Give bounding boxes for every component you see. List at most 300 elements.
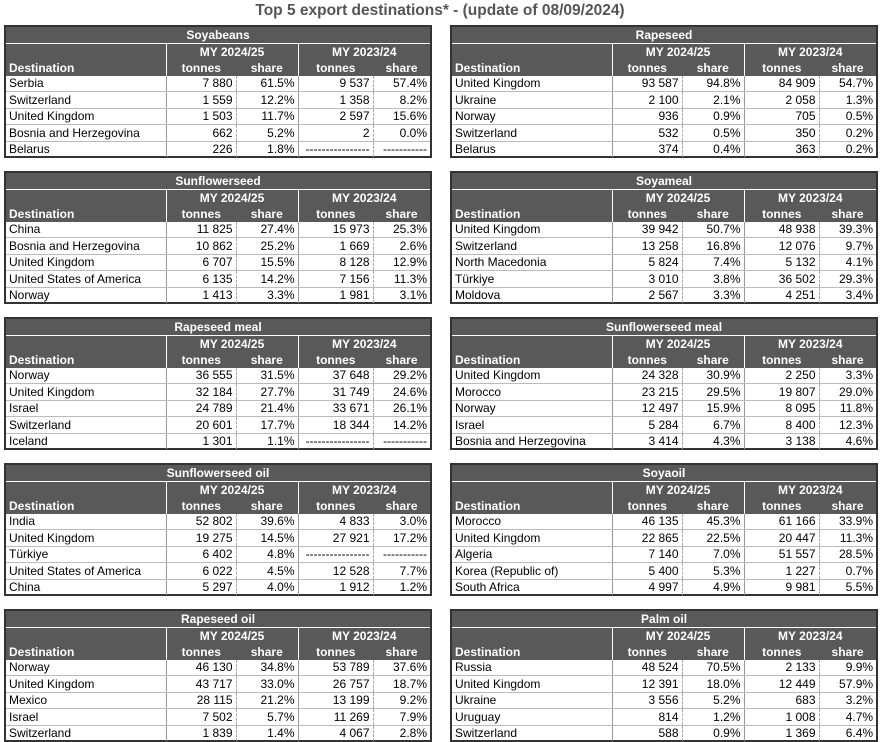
share-current-cell: 0.5%	[682, 125, 744, 141]
table-row	[452, 287, 876, 303]
share-current-cell: 11.7%	[236, 108, 298, 124]
tonnes-current-cell: 1 559	[166, 92, 236, 108]
share-current-cell: 0.9%	[682, 725, 744, 741]
header-my-current: MY 2024/25	[166, 482, 298, 499]
table-row	[452, 563, 876, 579]
share-current-cell: 6.7%	[682, 417, 744, 433]
tonnes-previous-cell: 5 132	[744, 254, 819, 270]
tonnes-previous-cell: 2 058	[744, 92, 819, 108]
header-tonnes-current: tonnes	[612, 60, 682, 76]
share-current-cell: 39.6%	[236, 514, 298, 530]
tonnes-previous-cell: 33 671	[298, 400, 373, 416]
table-row	[452, 709, 876, 725]
tonnes-current-cell: 7 140	[612, 546, 682, 562]
header-tonnes-previous: tonnes	[744, 352, 819, 368]
share-current-cell: 4.8%	[236, 546, 298, 562]
header-my-previous: MY 2023/24	[744, 44, 876, 61]
tonnes-current-cell: 28 115	[166, 692, 236, 708]
tonnes-current-cell: 3 556	[612, 692, 682, 708]
share-current-cell: 1.8%	[236, 141, 298, 157]
tonnes-previous-cell: 1 669	[298, 238, 373, 254]
tonnes-current-cell: 11 825	[166, 222, 236, 238]
header-share-previous: share	[373, 352, 430, 368]
header-tonnes-current: tonnes	[166, 644, 236, 660]
tonnes-previous-cell: ----------------	[298, 433, 373, 449]
header-my-current: MY 2024/25	[166, 190, 298, 207]
tonnes-current-cell: 3 414	[612, 433, 682, 449]
header-destination: Destination	[6, 644, 166, 660]
share-current-cell: 33.0%	[236, 676, 298, 692]
destination-cell: Bosnia and Herzegovina	[6, 125, 166, 141]
table-row	[6, 125, 430, 141]
share-current-cell: 2.1%	[682, 92, 744, 108]
destination-cell: Switzerland	[9, 726, 72, 740]
share-current-cell: 17.7%	[236, 417, 298, 433]
destination-cell: China	[9, 580, 41, 594]
tonnes-previous-cell: 363	[744, 141, 819, 157]
header-my-current: MY 2024/25	[166, 44, 298, 61]
header-share-previous: share	[373, 498, 430, 514]
table-title: Sunflowerseed oil	[6, 465, 430, 482]
header-destination: Destination	[452, 644, 612, 660]
header-tonnes-current: tonnes	[166, 352, 236, 368]
share-previous-cell: -----------	[373, 546, 430, 562]
table-title: Soyaoil	[452, 465, 876, 482]
destination-cell: United Kingdom	[6, 530, 166, 546]
share-current-cell: 5.2%	[236, 125, 298, 141]
table-row	[6, 287, 430, 303]
share-current-cell: 18.0%	[682, 676, 744, 692]
share-previous-cell: 3.1%	[373, 287, 430, 303]
tonnes-previous-cell: 37 648	[298, 368, 373, 384]
header-share-previous: share	[819, 60, 876, 76]
header-my-previous: MY 2023/24	[298, 628, 430, 645]
share-current-cell: 1.1%	[236, 433, 298, 449]
header-tonnes-previous: tonnes	[298, 352, 373, 368]
table-row	[452, 125, 876, 141]
share-previous-cell: 11.8%	[819, 400, 876, 416]
header-my-previous: MY 2023/24	[298, 44, 430, 61]
table-row	[452, 108, 876, 124]
tonnes-current-cell: 588	[612, 725, 682, 741]
header-my-previous: MY 2023/24	[744, 336, 876, 353]
tonnes-current-cell: 12 497	[612, 400, 682, 416]
tonnes-previous-cell: 1 358	[298, 92, 373, 108]
destination-cell: Bosnia and Herzegovina	[455, 434, 586, 448]
tonnes-current-cell: 6 135	[166, 271, 236, 287]
share-current-cell: 7.4%	[682, 254, 744, 270]
share-previous-cell: 11.3%	[373, 271, 430, 287]
destination-cell: South Africa	[455, 580, 520, 594]
tonnes-previous-cell: 12 076	[744, 238, 819, 254]
share-current-cell: 31.5%	[236, 368, 298, 384]
tonnes-current-cell: 24 789	[166, 400, 236, 416]
tonnes-current-cell: 24 328	[612, 368, 682, 384]
destination-cell: Norway	[452, 400, 612, 416]
tonnes-previous-cell: 8 095	[744, 400, 819, 416]
header-share-current: share	[236, 206, 298, 222]
export-table-soyabeans	[4, 25, 432, 158]
share-previous-cell: 11.3%	[819, 530, 876, 546]
tonnes-previous-cell: 4 067	[298, 725, 373, 741]
export-table-sunflowerseed-meal	[450, 317, 878, 450]
destination-cell: Korea (Republic of)	[452, 563, 612, 579]
table-row	[6, 514, 430, 530]
tonnes-previous-cell: 9 981	[744, 579, 819, 595]
table-title: Sunflowerseed meal	[452, 319, 876, 336]
header-my-current: MY 2024/25	[612, 336, 744, 353]
tonnes-current-cell: 5 284	[612, 417, 682, 433]
tonnes-current-cell: 6 402	[166, 546, 236, 562]
header-share-current: share	[682, 498, 744, 514]
tonnes-previous-cell: 2 133	[744, 660, 819, 676]
header-my-previous: MY 2023/24	[744, 628, 876, 645]
header-my-current: MY 2024/25	[612, 44, 744, 61]
table-row	[452, 92, 876, 108]
share-previous-cell: 2.6%	[373, 238, 430, 254]
tonnes-current-cell: 6 707	[166, 254, 236, 270]
table-row	[452, 400, 876, 416]
tonnes-previous-cell: 683	[744, 692, 819, 708]
tonnes-current-cell: 1 503	[166, 108, 236, 124]
header-blank	[6, 336, 166, 353]
share-current-cell: 15.5%	[236, 254, 298, 270]
share-current-cell: 5.7%	[236, 709, 298, 725]
destination-cell: Türkiye	[452, 271, 612, 287]
export-table-rapeseed	[450, 25, 878, 158]
table-row	[6, 271, 430, 287]
table-title: Palm oil	[452, 611, 876, 628]
destination-cell: Moldova	[455, 288, 501, 302]
export-table-rapeseed-oil	[4, 609, 432, 742]
destination-cell: United Kingdom	[452, 676, 612, 692]
header-share-previous: share	[819, 644, 876, 660]
share-current-cell: 70.5%	[682, 660, 744, 676]
share-previous-cell: 17.2%	[373, 530, 430, 546]
tonnes-current-cell: 10 862	[166, 238, 236, 254]
tonnes-current-cell: 6 022	[166, 563, 236, 579]
tonnes-current-cell: 93 587	[612, 76, 682, 92]
destination-cell: Türkiye	[6, 546, 166, 562]
export-table-sunflowerseed-oil	[4, 463, 432, 596]
share-previous-cell: 6.4%	[819, 725, 876, 741]
tonnes-previous-cell: 8 128	[298, 254, 373, 270]
table-row	[6, 254, 430, 270]
header-share-previous: share	[819, 206, 876, 222]
share-current-cell: 4.5%	[236, 563, 298, 579]
header-tonnes-current: tonnes	[612, 352, 682, 368]
header-destination: Destination	[452, 60, 612, 76]
destination-cell: United States of America	[6, 563, 166, 579]
tonnes-previous-cell: 2 597	[298, 108, 373, 124]
header-blank	[452, 628, 612, 645]
table-row	[452, 725, 876, 741]
header-my-current: MY 2024/25	[612, 190, 744, 207]
tonnes-previous-cell: 26 757	[298, 676, 373, 692]
share-previous-cell: 4.6%	[819, 433, 876, 449]
tonnes-previous-cell: 36 502	[744, 271, 819, 287]
share-previous-cell: 26.1%	[373, 400, 430, 416]
destination-cell: Uruguay	[452, 709, 612, 725]
table-row	[6, 141, 430, 157]
tonnes-previous-cell: 9 537	[298, 76, 373, 92]
share-current-cell: 3.3%	[682, 287, 744, 303]
header-tonnes-current: tonnes	[166, 60, 236, 76]
header-tonnes-current: tonnes	[166, 206, 236, 222]
page-title: Top 5 export destinations* - (update of 08/09/2024)	[255, 2, 625, 19]
share-current-cell: 1.4%	[236, 725, 298, 741]
share-current-cell: 5.3%	[682, 563, 744, 579]
tonnes-previous-cell: 20 447	[744, 530, 819, 546]
destination-cell: Switzerland	[452, 125, 612, 141]
table-title: Sunflowerseed	[6, 173, 430, 190]
destination-cell: Switzerland	[452, 238, 612, 254]
header-destination: Destination	[6, 206, 166, 222]
header-my-previous: MY 2023/24	[298, 482, 430, 499]
table-row	[6, 579, 430, 595]
table-title: Rapeseed meal	[6, 319, 430, 336]
share-previous-cell: -----------	[373, 141, 430, 157]
tonnes-previous-cell: 18 344	[298, 417, 373, 433]
destination-cell: Algeria	[452, 546, 612, 562]
header-share-current: share	[236, 498, 298, 514]
tonnes-previous-cell: 27 921	[298, 530, 373, 546]
destination-cell: Norway	[6, 368, 166, 384]
share-previous-cell: 12.3%	[819, 417, 876, 433]
tonnes-previous-cell: 1 008	[744, 709, 819, 725]
header-share-current: share	[682, 352, 744, 368]
header-share-previous: share	[819, 498, 876, 514]
share-previous-cell: 8.2%	[373, 92, 430, 108]
share-current-cell: 27.7%	[236, 384, 298, 400]
header-blank	[452, 190, 612, 207]
header-blank	[6, 44, 166, 61]
table-row	[6, 692, 430, 708]
header-blank	[452, 336, 612, 353]
table-row	[452, 546, 876, 562]
tonnes-previous-cell: 1 912	[298, 579, 373, 595]
destination-cell: United Kingdom	[452, 76, 612, 92]
table-row	[6, 563, 430, 579]
table-row	[452, 660, 876, 676]
tonnes-current-cell: 7 880	[166, 76, 236, 92]
table-title: Soyabeans	[6, 27, 430, 44]
share-current-cell: 0.4%	[682, 141, 744, 157]
header-destination: Destination	[6, 352, 166, 368]
destination-cell: Switzerland	[6, 92, 166, 108]
table-row	[6, 660, 430, 676]
share-previous-cell: 0.2%	[819, 141, 876, 157]
share-previous-cell: 0.7%	[819, 563, 876, 579]
share-previous-cell: 0.2%	[819, 125, 876, 141]
share-current-cell: 61.5%	[236, 76, 298, 92]
destination-cell: Norway	[9, 288, 50, 302]
header-my-current: MY 2024/25	[166, 336, 298, 353]
tonnes-current-cell: 12 391	[612, 676, 682, 692]
export-table-sunflowerseed	[4, 171, 432, 304]
header-share-current: share	[682, 206, 744, 222]
header-destination: Destination	[452, 498, 612, 514]
table-row	[6, 400, 430, 416]
tonnes-previous-cell: 61 166	[744, 514, 819, 530]
table-row	[6, 417, 430, 433]
destination-cell: Ukraine	[452, 692, 612, 708]
tonnes-current-cell: 936	[612, 108, 682, 124]
header-blank	[6, 190, 166, 207]
tonnes-previous-cell: 8 400	[744, 417, 819, 433]
table-row	[6, 222, 430, 238]
header-share-current: share	[682, 644, 744, 660]
share-current-cell: 7.0%	[682, 546, 744, 562]
header-destination: Destination	[6, 60, 166, 76]
tonnes-current-cell: 52 802	[166, 514, 236, 530]
tonnes-current-cell: 5 824	[612, 254, 682, 270]
destination-cell: Morocco	[452, 514, 612, 530]
destination-cell: United Kingdom	[6, 676, 166, 692]
tonnes-current-cell: 19 275	[166, 530, 236, 546]
header-destination: Destination	[452, 352, 612, 368]
share-current-cell: 5.2%	[682, 692, 744, 708]
table-row	[452, 676, 876, 692]
share-previous-cell: 12.9%	[373, 254, 430, 270]
header-my-current: MY 2024/25	[612, 628, 744, 645]
tonnes-current-cell: 36 555	[166, 368, 236, 384]
destination-cell: Iceland	[9, 434, 48, 448]
share-previous-cell: 7.7%	[373, 563, 430, 579]
tonnes-previous-cell: 11 269	[298, 709, 373, 725]
destination-cell: Switzerland	[455, 726, 518, 740]
header-my-current: MY 2024/25	[166, 628, 298, 645]
tonnes-current-cell: 39 942	[612, 222, 682, 238]
table-row	[452, 238, 876, 254]
share-current-cell: 45.3%	[682, 514, 744, 530]
destination-cell: Israel	[6, 709, 166, 725]
tonnes-current-cell: 20 601	[166, 417, 236, 433]
header-share-previous: share	[373, 60, 430, 76]
share-current-cell: 94.8%	[682, 76, 744, 92]
share-current-cell: 14.5%	[236, 530, 298, 546]
destination-cell: Norway	[452, 108, 612, 124]
share-previous-cell: 3.4%	[819, 287, 876, 303]
share-previous-cell: 5.5%	[819, 579, 876, 595]
tonnes-current-cell: 7 502	[166, 709, 236, 725]
share-previous-cell: 0.0%	[373, 125, 430, 141]
table-row	[452, 384, 876, 400]
share-current-cell: 4.9%	[682, 579, 744, 595]
tonnes-previous-cell: 12 449	[744, 676, 819, 692]
table-row	[452, 368, 876, 384]
tonnes-previous-cell: ----------------	[298, 141, 373, 157]
destination-cell: Israel	[6, 400, 166, 416]
header-blank	[6, 482, 166, 499]
destination-cell: United Kingdom	[452, 222, 612, 238]
share-previous-cell: 1.3%	[819, 92, 876, 108]
export-table-palm-oil	[450, 609, 878, 742]
destination-cell: United Kingdom	[6, 254, 166, 270]
header-share-current: share	[236, 60, 298, 76]
share-previous-cell: 1.2%	[373, 579, 430, 595]
share-previous-cell: 28.5%	[819, 546, 876, 562]
tonnes-previous-cell: 350	[744, 125, 819, 141]
share-current-cell: 50.7%	[682, 222, 744, 238]
share-previous-cell: 15.6%	[373, 108, 430, 124]
tonnes-current-cell: 374	[612, 141, 682, 157]
table-row	[452, 433, 876, 449]
table-row	[6, 92, 430, 108]
header-my-current: MY 2024/25	[612, 482, 744, 499]
destination-cell: Switzerland	[6, 417, 166, 433]
destination-cell: India	[6, 514, 166, 530]
table-row	[452, 222, 876, 238]
share-current-cell: 12.2%	[236, 92, 298, 108]
tonnes-previous-cell: 1 981	[298, 287, 373, 303]
table-title: Soyameal	[452, 173, 876, 190]
tonnes-previous-cell: 15 973	[298, 222, 373, 238]
destination-cell: United Kingdom	[6, 108, 166, 124]
table-row	[452, 76, 876, 92]
header-tonnes-current: tonnes	[612, 644, 682, 660]
tonnes-current-cell: 32 184	[166, 384, 236, 400]
share-current-cell: 14.2%	[236, 271, 298, 287]
header-tonnes-current: tonnes	[612, 498, 682, 514]
tonnes-current-cell: 46 130	[166, 660, 236, 676]
header-destination: Destination	[452, 206, 612, 222]
share-previous-cell: 14.2%	[373, 417, 430, 433]
header-destination: Destination	[6, 498, 166, 514]
tonnes-current-cell: 43 717	[166, 676, 236, 692]
share-current-cell: 22.5%	[682, 530, 744, 546]
destination-cell: Norway	[6, 660, 166, 676]
share-previous-cell: 3.0%	[373, 514, 430, 530]
table-row	[452, 530, 876, 546]
header-tonnes-previous: tonnes	[298, 644, 373, 660]
tonnes-previous-cell: 2	[298, 125, 373, 141]
tonnes-current-cell: 46 135	[612, 514, 682, 530]
header-tonnes-previous: tonnes	[744, 60, 819, 76]
export-table-soyameal	[450, 171, 878, 304]
share-current-cell: 21.4%	[236, 400, 298, 416]
share-current-cell: 34.8%	[236, 660, 298, 676]
table-row	[452, 692, 876, 708]
table-row	[452, 514, 876, 530]
share-previous-cell: 24.6%	[373, 384, 430, 400]
tonnes-current-cell: 662	[166, 125, 236, 141]
header-share-previous: share	[373, 644, 430, 660]
table-row	[452, 417, 876, 433]
share-previous-cell: 29.0%	[819, 384, 876, 400]
header-share-previous: share	[819, 352, 876, 368]
tonnes-current-cell: 2 100	[612, 92, 682, 108]
tonnes-current-cell: 23 215	[612, 384, 682, 400]
destination-cell: Serbia	[6, 76, 166, 92]
tonnes-current-cell: 48 524	[612, 660, 682, 676]
tonnes-current-cell: 4 997	[612, 579, 682, 595]
share-previous-cell: 3.3%	[819, 368, 876, 384]
table-row	[6, 530, 430, 546]
tonnes-previous-cell: 84 909	[744, 76, 819, 92]
export-table-soyaoil	[450, 463, 878, 596]
share-previous-cell: 2.8%	[373, 725, 430, 741]
share-previous-cell: 18.7%	[373, 676, 430, 692]
tonnes-previous-cell: 53 789	[298, 660, 373, 676]
table-title: Rapeseed oil	[6, 611, 430, 628]
tonnes-current-cell: 1 413	[166, 287, 236, 303]
share-current-cell: 4.3%	[682, 433, 744, 449]
share-previous-cell: 33.9%	[819, 514, 876, 530]
table-row	[6, 108, 430, 124]
share-previous-cell: -----------	[373, 433, 430, 449]
share-previous-cell: 9.7%	[819, 238, 876, 254]
